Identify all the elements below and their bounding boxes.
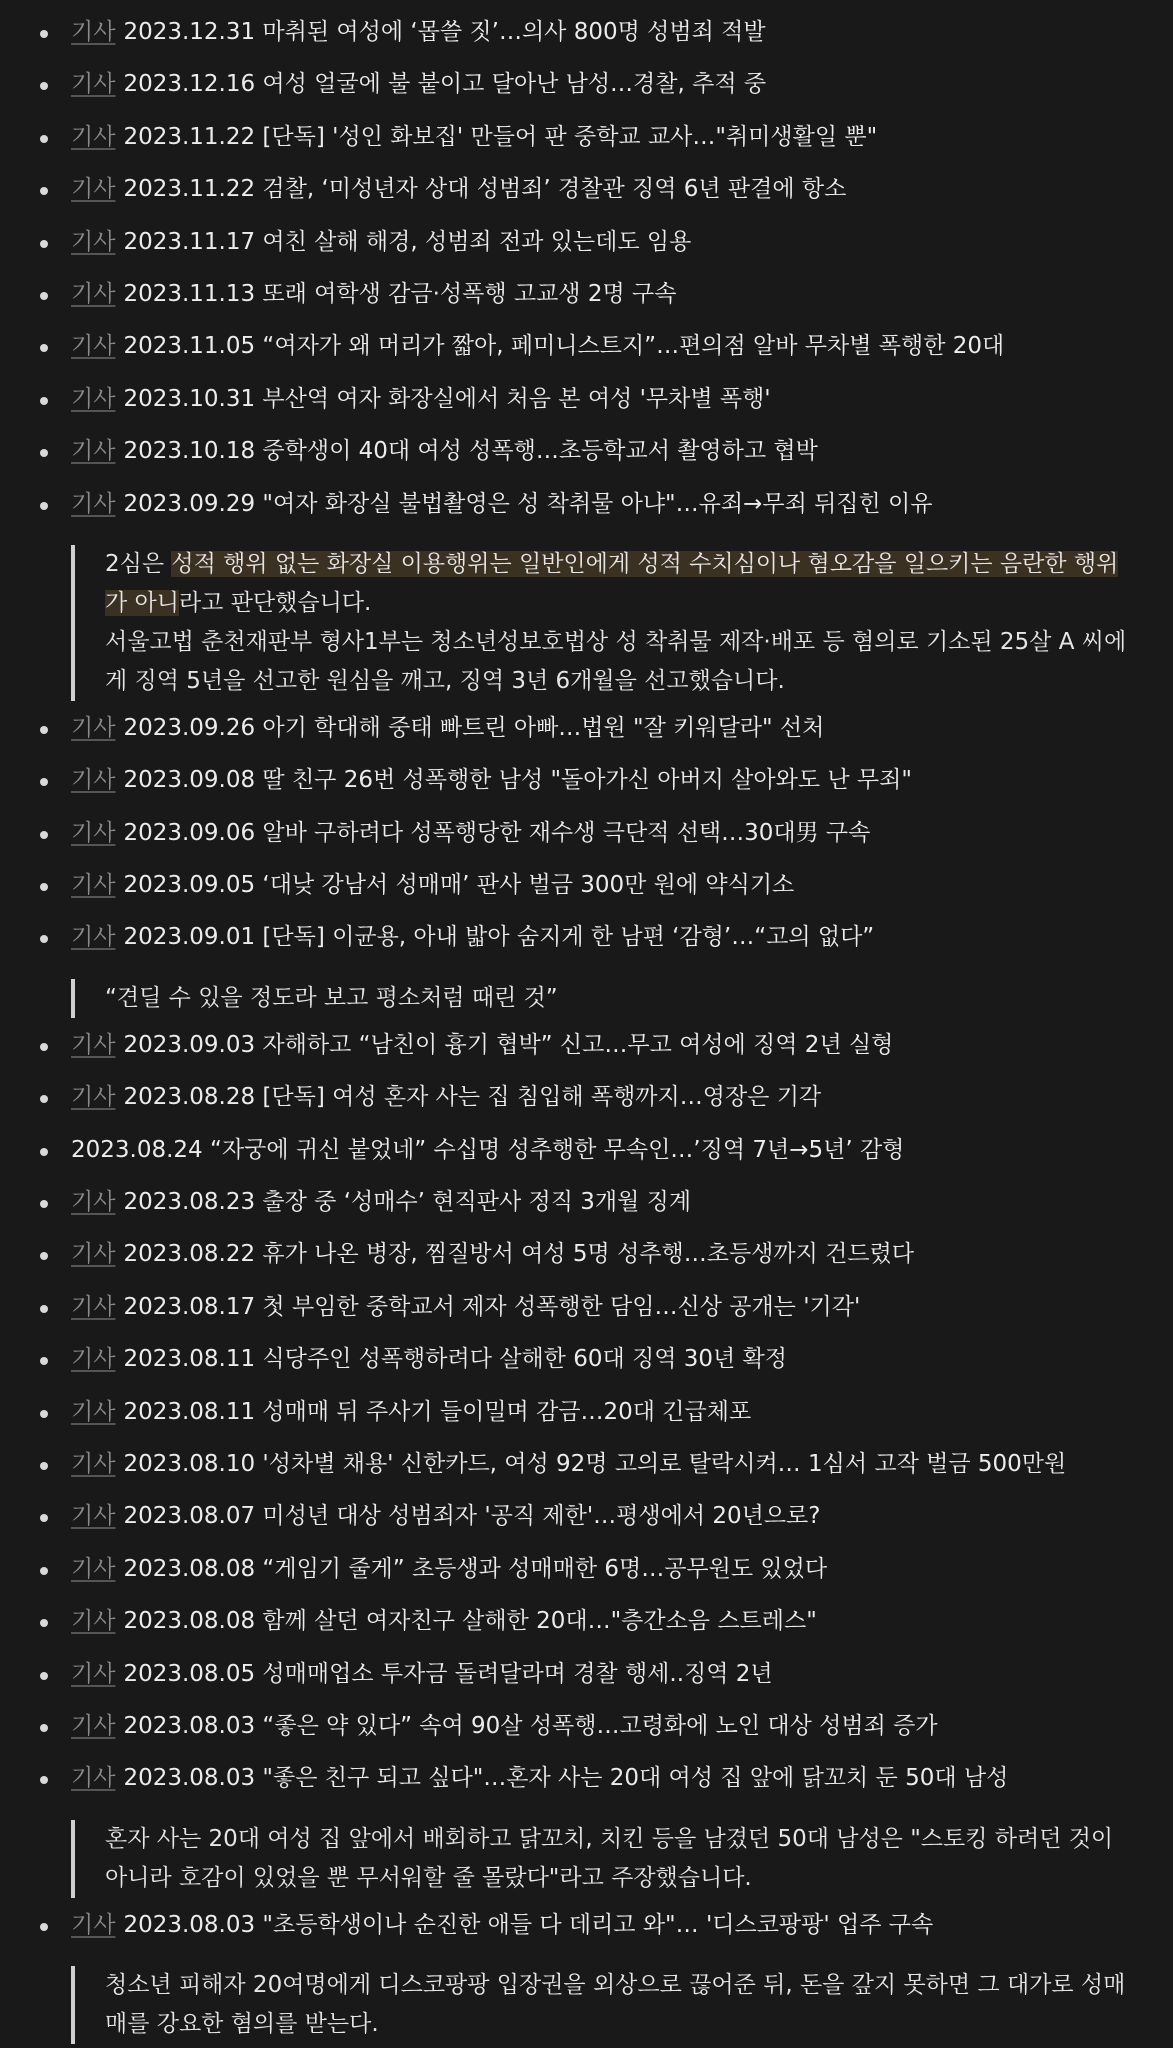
bullet-icon [40, 935, 48, 943]
list-item [0, 487, 1173, 539]
article-title: 2023.09.01 [단독] 이균용, 아내 밟아 숨지게 한 남편 ‘감형’…“고의 없다” [123, 924, 875, 951]
bullet-icon [40, 883, 48, 891]
bullet-icon [40, 1514, 48, 1522]
bullet-icon [40, 726, 48, 734]
article-tag-link[interactable]: 기사 [71, 1084, 116, 1111]
list-item [0, 1552, 1173, 1604]
article-title: 2023.12.31 마취된 여성에 ‘몹쓸 짓’…의사 800명 성범죄 적발 [123, 19, 766, 45]
bullet-icon [40, 1619, 48, 1627]
article-tag-link[interactable]: 기사 [71, 280, 116, 307]
bullet-icon [40, 82, 48, 90]
bullet-icon [40, 449, 48, 457]
list-item [0, 1908, 1173, 1960]
article-title: 2023.10.31 부산역 여자 화장실에서 처음 본 여성 '무차별 폭행' [123, 385, 771, 412]
bullet-icon [40, 1305, 48, 1313]
article-tag-link[interactable]: 기사 [71, 333, 116, 360]
article-title: 2023.08.03 “좋은 약 있다” 속여 90살 성폭행…고령화에 노인 대상 성범죄 증가 [123, 1712, 938, 1739]
bullet-icon [40, 397, 48, 405]
bullet-icon [40, 292, 48, 300]
bullet-icon [40, 1252, 48, 1260]
article-title: 2023.10.18 중학생이 40대 여성 성폭행…초등학교서 촬영하고 협박 [123, 438, 818, 465]
list-item [0, 816, 1173, 868]
article-tag-link[interactable]: 기사 [71, 438, 116, 465]
bullet-icon [40, 502, 48, 510]
article-tag-link[interactable]: 기사 [71, 1241, 116, 1268]
article-tag-link[interactable]: 기사 [71, 1031, 116, 1058]
article-title: 2023.08.23 출장 중 ‘성매수’ 현직판사 정직 3개월 징계 [123, 1189, 692, 1216]
bullet-icon [40, 1148, 48, 1156]
article-title: 2023.09.29 "여자 화장실 불법촬영은 성 착취물 아냐"…유죄→무죄 뒤집힌 이유 [123, 490, 933, 517]
article-title: 2023.08.11 성매매 뒤 주사기 들이밀며 감금…20대 긴급체포 [123, 1398, 752, 1425]
quote-line: 서울고법 춘천재판부 형사1부는 청소년성보호법상 성 착취물 제작·배포 등 혐의로 기소된 25살 A 씨에게 징역 5년을 선고한 원심을 깨고, 징역 3년 6개월을 선고했습니다. [105, 628, 1127, 694]
article-title: 2023.08.17 첫 부임한 중학교서 제자 성폭행한 담임…신상 공개는 '기각' [123, 1293, 861, 1320]
article-title: 2023.08.22 휴가 나온 병장, 찜질방서 여성 5명 성추행…초등생까지 건드렸다 [123, 1241, 915, 1268]
bullet-icon [40, 1776, 48, 1784]
bullet-icon [40, 30, 48, 38]
list-item [0, 711, 1173, 763]
blockquote [71, 1966, 1133, 2044]
bullet-icon [40, 1410, 48, 1418]
list-item [0, 277, 1173, 329]
list-item [0, 1499, 1173, 1551]
blockquote [71, 1820, 1133, 1898]
bullet-icon [40, 1462, 48, 1470]
list-item [0, 1080, 1173, 1132]
list-item [0, 172, 1173, 224]
quote-line [105, 1820, 1133, 1898]
article-tag-link[interactable]: 기사 [71, 924, 116, 951]
blockquote [71, 979, 1133, 1018]
article-tag-link[interactable]: 기사 [71, 385, 116, 412]
bullet-icon [40, 831, 48, 839]
list-item [0, 15, 1173, 67]
quote-line [105, 1966, 1133, 2044]
list-item [0, 1028, 1173, 1080]
bullet-icon [40, 1200, 48, 1208]
article-title: 2023.09.03 자해하고 “남친이 흉기 협박” 신고…무고 여성에 징역 2년 실형 [123, 1031, 894, 1058]
article-tag-link[interactable]: 기사 [71, 714, 116, 741]
bullet-icon [40, 1357, 48, 1365]
blockquote [71, 545, 1133, 701]
article-title: 2023.09.05 ‘대낮 강남서 성매매’ 판사 벌금 300만 원에 약식기소 [123, 872, 795, 899]
article-tag-link[interactable]: 기사 [71, 1450, 116, 1477]
list-item [0, 1657, 1173, 1709]
list-item [0, 1761, 1173, 1813]
article-title: 2023.11.05 “여자가 왜 머리가 짧아, 페미니스트지”…편의점 알바 무차별 폭행한 20대 [123, 333, 1005, 360]
article-title: 2023.08.03 "좋은 친구 되고 싶다"…혼자 사는 20대 여성 집 앞에 닭꼬치 둔 50대 남성 [123, 1765, 1009, 1792]
article-title: 2023.09.06 알바 구하려다 성폭행당한 재수생 극단적 선택…30대男 구속 [123, 819, 871, 846]
list-item [0, 1604, 1173, 1656]
article-title: 2023.08.05 성매매업소 투자금 돌려달라며 경찰 행세..징역 2년 [123, 1660, 773, 1687]
quote-text: 청소년 피해자 20여명에게 디스코팡팡 입장권을 외상으로 끊어준 뒤, 돈을 갚지 못하면 그 대가로 성매매를 강요한 혐의를 받는다. [105, 1972, 1126, 2038]
quote-text: “견딜 수 있을 정도라 보고 평소처럼 때린 것” [105, 984, 558, 1011]
bullet-icon [40, 778, 48, 786]
quote-text: 2심은 [105, 550, 172, 577]
article-tag-link[interactable]: 기사 [71, 123, 116, 150]
article-title: 2023.08.07 미성년 대상 성범죄자 '공직 제한'…평생에서 20년으로? [123, 1503, 821, 1530]
list-item [0, 67, 1173, 119]
article-title: 2023.12.16 여성 얼굴에 불 붙이고 달아난 남성…경찰, 추적 중 [123, 71, 767, 98]
list-item [0, 382, 1173, 434]
article-tag-link[interactable]: 기사 [71, 490, 116, 517]
article-tag-link[interactable]: 기사 [71, 872, 116, 899]
list-item [0, 1342, 1173, 1394]
article-tag-link[interactable]: 기사 [71, 1608, 116, 1635]
bullet-icon [40, 187, 48, 195]
bullet-icon [40, 1672, 48, 1680]
article-tag-link[interactable]: 기사 [71, 1765, 116, 1792]
list-item [0, 1290, 1173, 1342]
article-tag-link[interactable]: 기사 [71, 1555, 116, 1582]
bullet-icon [40, 1724, 48, 1732]
quote-line [105, 979, 1133, 1018]
list-item [0, 868, 1173, 920]
article-tag-link[interactable]: 기사 [71, 19, 116, 45]
article-tag-link[interactable]: 기사 [71, 176, 116, 203]
list-item [0, 1185, 1173, 1237]
article-tag-link[interactable]: 기사 [71, 1503, 116, 1530]
article-tag-link[interactable]: 기사 [71, 1346, 116, 1373]
list-item [0, 434, 1173, 486]
highlighted-text: 성적 행위 없는 화장실 이용행위는 일반인에게 성적 수치심이나 혐오감을 일으키는 음란한 행위가 아니 [105, 550, 1119, 616]
article-tag-link[interactable]: 기사 [71, 71, 116, 98]
article-title: 2023.08.11 식당주인 성폭행하려다 살해한 60대 징역 30년 확정 [123, 1346, 787, 1373]
article-tag-link[interactable]: 기사 [71, 819, 116, 846]
article-title: 2023.11.22 검찰, ‘미성년자 상대 성범죄’ 경찰관 징역 6년 판결에 항소 [123, 176, 847, 203]
list-item [0, 1447, 1173, 1499]
list-item [0, 225, 1173, 277]
article-tag-link[interactable]: 기사 [71, 1398, 116, 1425]
bullet-icon [40, 1567, 48, 1575]
article-title: 2023.08.08 “게임기 줄게” 초등생과 성매매한 6명…공무원도 있었다 [123, 1555, 828, 1582]
article-tag-link[interactable]: 기사 [71, 1911, 116, 1938]
bullet-icon [40, 344, 48, 352]
bullet-icon [40, 1923, 48, 1931]
bullet-icon [40, 240, 48, 248]
bullet-icon [40, 135, 48, 143]
article-tag-link[interactable]: 기사 [71, 1293, 116, 1320]
list-item [0, 329, 1173, 381]
list-item [0, 1395, 1173, 1447]
bullet-icon [40, 1095, 48, 1103]
article-title: 2023.11.13 또래 여학생 감금·성폭행 고교생 2명 구속 [123, 280, 677, 307]
article-title: 2023.08.10 '성차별 채용' 신한카드, 여성 92명 고의로 탈락시켜… 1심서 고작 벌금 500만원 [123, 1450, 1067, 1477]
bullet-icon [40, 1043, 48, 1051]
article-title: 2023.08.24 “자궁에 귀신 붙었네” 수십명 성추행한 무속인…’징역 7년→5년’ 감형 [71, 1136, 905, 1163]
list-item [0, 120, 1173, 172]
article-title: 2023.09.08 딸 친구 26번 성폭행한 남성 "돌아가신 아버지 살아와도 난 무죄" [123, 767, 912, 794]
quote-line [105, 545, 1133, 623]
article-tag-link[interactable]: 기사 [71, 1189, 116, 1216]
list-item [0, 763, 1173, 815]
article-title: 2023.09.26 아기 학대해 중태 빠트린 아빠…법원 "잘 키워달라" 선처 [123, 714, 825, 741]
article-tag-link[interactable]: 기사 [71, 1660, 116, 1687]
list-item [0, 1709, 1173, 1761]
article-title: 2023.08.28 [단독] 여성 혼자 사는 집 침입해 폭행까지…영장은 기각 [123, 1084, 822, 1111]
article-list [0, 15, 1173, 2048]
article-tag-link[interactable]: 기사 [71, 228, 116, 255]
article-tag-link[interactable]: 기사 [71, 1712, 116, 1739]
article-title: 2023.11.22 [단독] '성인 화보집' 만들어 판 중학교 교사…"취미생활일 뿐" [123, 123, 878, 150]
article-title: 2023.08.08 함께 살던 여자친구 살해한 20대…"층간소음 스트레스" [123, 1608, 817, 1635]
quote-text: 라고 판단했습니다. [178, 589, 372, 616]
article-title: 2023.08.03 "초등학생이나 순진한 애들 다 데리고 와"… '디스코팡팡' 업주 구속 [123, 1911, 934, 1938]
list-item [0, 1133, 1173, 1185]
quote-text: 혼자 사는 20대 여성 집 앞에서 배회하고 닭꼬치, 치킨 등을 남겼던 50대 남성은 "스토킹 하려던 것이 아니라 호감이 있었을 뿐 무서워할 줄 몰랐다"라고 주장했습니다. [105, 1825, 1114, 1891]
article-tag-link[interactable]: 기사 [71, 767, 116, 794]
article-title: 2023.11.17 여친 살해 해경, 성범죄 전과 있는데도 임용 [123, 228, 692, 255]
list-item [0, 920, 1173, 972]
list-item [0, 1237, 1173, 1289]
